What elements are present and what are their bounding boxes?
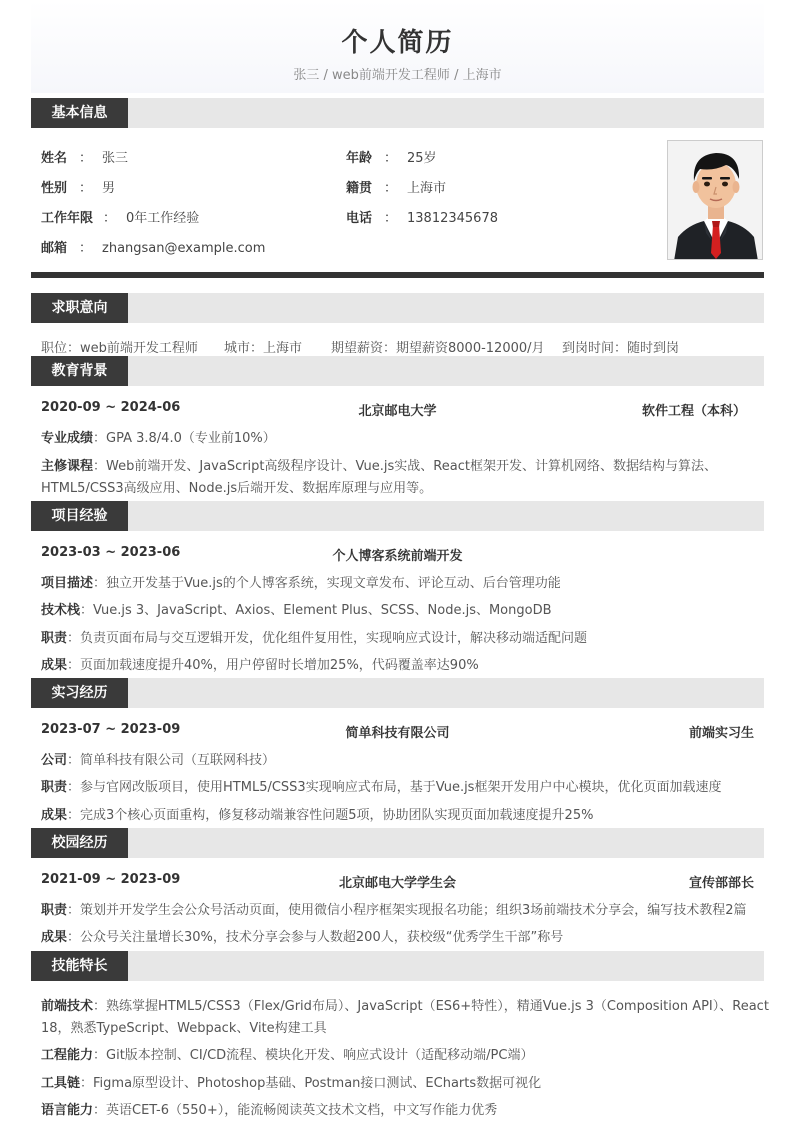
intent-position: 职位：web前端开发工程师 <box>41 341 198 356</box>
field-email-label: 邮箱 <box>41 241 68 256</box>
section-title-internship: 实习经历 <box>31 678 128 708</box>
section-title-campus: 校园经历 <box>31 828 128 858</box>
skills-engineering: 工程能力：Git版本控制、CI/CD流程、模块化开发、响应式设计（适配移动端/PC端） <box>41 1048 534 1063</box>
field-gender-label: 性别 <box>41 181 68 196</box>
page-subtitle: 张三 / web前端开发工程师 / 上海市 <box>293 68 502 83</box>
field-phone-value: 13812345678 <box>407 211 498 226</box>
field-gender-value: 男 <box>102 181 116 196</box>
internship-duty: 职责：参与官网改版项目，使用HTML5/CSS3实现响应式布局，基于Vue.js框架开发用户中心模块，优化页面加载速度 <box>41 780 722 795</box>
education-courses-cont: HTML5/CSS3高级应用、Node.js后端开发、数据库原理与应用等。 <box>41 481 433 496</box>
field-phone-label: 电话 <box>346 211 373 226</box>
field-years-label: 工作年限 <box>41 211 94 226</box>
field-name: 姓名 ： 张三 <box>41 147 128 166</box>
internship-company-full: 公司：简单科技有限公司（互联网科技） <box>41 753 276 768</box>
education-period: 2020-09 ~ 2024-06 <box>41 400 181 415</box>
field-origin: 籍贯 ： 上海市 <box>346 177 446 196</box>
campus-org: 北京邮电大学学生会 <box>338 876 456 891</box>
field-phone: 电话 ： 13812345678 <box>346 207 498 226</box>
field-age-value: 25岁 <box>407 151 437 166</box>
section-title-project: 项目经验 <box>31 501 128 531</box>
section-title-skills: 技能特长 <box>31 951 128 981</box>
field-age-label: 年龄 <box>346 151 373 166</box>
campus-role: 宣传部部长 <box>688 876 754 891</box>
section-bar-campus <box>31 828 764 858</box>
field-years-value: 0年工作经验 <box>126 211 200 226</box>
field-origin-value: 上海市 <box>407 181 447 196</box>
section-title-intent: 求职意向 <box>31 293 128 323</box>
section-bar-education <box>31 356 764 386</box>
internship-company: 简单科技有限公司 <box>345 726 450 741</box>
field-gender: 性别 ： 男 <box>41 177 115 196</box>
section-bar-internship <box>31 678 764 708</box>
avatar-illustration <box>668 141 763 260</box>
resume-header <box>31 0 764 93</box>
avatar-photo <box>667 140 763 260</box>
field-name-value: 张三 <box>102 151 129 166</box>
field-email: 邮箱 ： zhangsan@example.com <box>41 237 265 256</box>
section-bar-project <box>31 501 764 531</box>
field-age: 年龄 ： 25岁 <box>346 147 437 166</box>
field-years: 工作年限 ： 0年工作经验 <box>41 207 199 226</box>
intent-city: 城市：上海市 <box>224 341 303 356</box>
field-name-label: 姓名 <box>41 151 68 166</box>
skills-frontend-cont: 18，熟悉TypeScript、Webpack、Vite构建工具 <box>41 1021 327 1036</box>
project-duty: 职责：负责页面布局与交互逻辑开发，优化组件复用性，实现响应式设计，解决移动端适配问题 <box>41 631 588 646</box>
education-score: 专业成绩：GPA 3.8/4.0（专业前10%） <box>41 431 276 446</box>
field-origin-label: 籍贯 <box>346 181 373 196</box>
skills-frontend: 前端技术：熟练掌握HTML5/CSS3（Flex/Grid布局）、JavaScript（ES6+特性），精通Vue.js 3（Composition API）、React <box>41 999 769 1014</box>
skills-language: 语言能力：英语CET-6（550+），能流畅阅读英文技术文档，中文写作能力优秀 <box>41 1103 498 1118</box>
section-bar-skills <box>31 951 764 981</box>
campus-period: 2021-09 ~ 2023-09 <box>41 872 181 887</box>
project-result: 成果：页面加载速度提升40%，用户停留时长增加25%，代码覆盖率达90% <box>41 658 479 673</box>
intent-arrival: 到岗时间：随时到岗 <box>562 341 680 356</box>
education-major: 软件工程（本科） <box>641 404 746 419</box>
internship-result: 成果：完成3个核心页面重构，修复移动端兼容性问题5项，协助团队实现页面加载速度提升25% <box>41 808 594 823</box>
project-period: 2023-03 ~ 2023-06 <box>41 545 181 560</box>
section-bar-basic <box>31 98 764 128</box>
project-name: 个人博客系统前端开发 <box>332 549 463 564</box>
internship-role: 前端实习生 <box>688 726 754 741</box>
campus-duty: 职责：策划并开发学生会公众号活动页面，使用微信小程序框架实现报名功能；组织3场前端技术分享会，编写技术教程2篇 <box>41 903 747 918</box>
internship-period: 2023-07 ~ 2023-09 <box>41 722 181 737</box>
project-desc: 项目描述：独立开发基于Vue.js的个人博客系统，实现文章发布、评论互动、后台管理功能 <box>41 576 561 591</box>
section-title-basic: 基本信息 <box>31 98 128 128</box>
intent-salary: 期望薪资：期望薪资8000-12000/月 <box>331 341 545 356</box>
field-email-value: zhangsan@example.com <box>102 241 266 256</box>
section-title-education: 教育背景 <box>31 356 128 386</box>
page-title: 个人简历 <box>341 28 454 58</box>
project-stack: 技术栈：Vue.js 3、JavaScript、Axios、Element Plus、SCSS、Node.js、MongoDB <box>41 603 552 618</box>
section-divider <box>31 272 764 278</box>
section-bar-intent <box>31 293 764 323</box>
education-school: 北京邮电大学 <box>358 404 437 419</box>
education-courses: 主修课程：Web前端开发、JavaScript高级程序设计、Vue.js实战、React框架开发、计算机网络、数据结构与算法、 <box>41 459 717 474</box>
skills-tools: 工具链：Figma原型设计、Photoshop基础、Postman接口测试、ECharts数据可视化 <box>41 1076 542 1091</box>
campus-result: 成果：公众号关注量增长30%，技术分享会参与人数超200人，获校级“优秀学生干部”称号 <box>41 930 564 945</box>
